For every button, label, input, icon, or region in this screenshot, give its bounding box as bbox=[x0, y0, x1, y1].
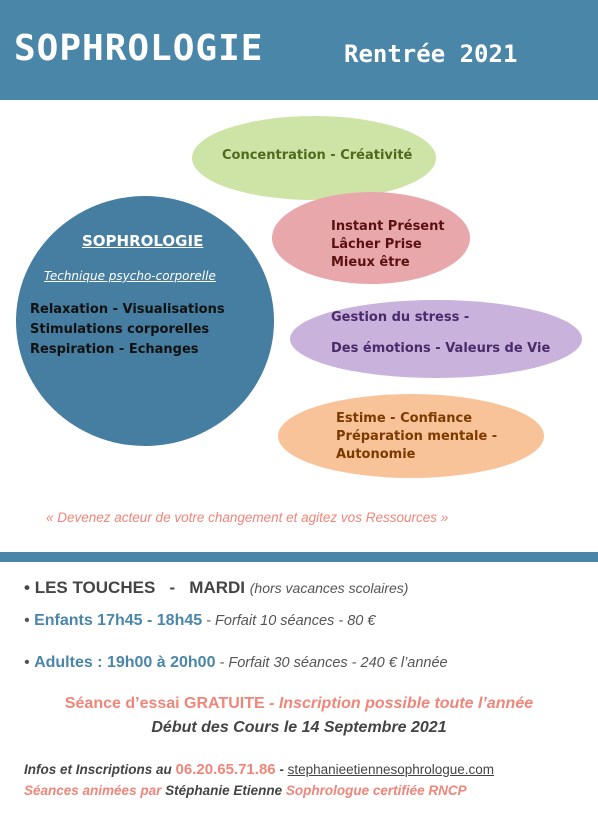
adults-note: - Forfait 30 séances - 240 € l’année bbox=[215, 655, 448, 671]
circle-line: Stimulations corporelles bbox=[30, 322, 210, 337]
info-label: Infos et Inscriptions au bbox=[24, 762, 176, 777]
adults-row bbox=[24, 654, 448, 672]
circle-subtitle: Technique psycho-corporelle bbox=[44, 269, 216, 283]
start-line bbox=[0, 719, 598, 737]
circle-line: Respiration - Echanges bbox=[30, 342, 199, 357]
start-date: Début des Cours le 14 Septembre 2021 bbox=[151, 719, 447, 736]
website-link[interactable]: stephanieetiennesophrologue.com bbox=[287, 762, 495, 777]
certification: Sophrologue certifiée RNCP bbox=[282, 783, 467, 798]
ellipse-concentration-text: Concentration - Créativité bbox=[222, 148, 413, 163]
trial-main: Séance d’essai GRATUITE bbox=[64, 695, 265, 712]
trial-rest: - Inscription possible toute l’année bbox=[264, 695, 534, 712]
separator: - bbox=[169, 578, 176, 597]
footer-sessions bbox=[24, 783, 467, 798]
circle-title: SOPHROLOGIE bbox=[82, 232, 204, 250]
day: MARDI bbox=[189, 578, 246, 597]
bullet-icon: • bbox=[24, 654, 30, 671]
day-note: (hors vacances scolaires) bbox=[249, 580, 409, 596]
sessions-label: Séances animées par bbox=[24, 783, 166, 798]
location: LES TOUCHES bbox=[34, 578, 156, 597]
children-note: - Forfait 10 séances - 80 € bbox=[202, 613, 376, 629]
adults-label: Adultes : 19h00 à 20h00 bbox=[34, 654, 216, 671]
divider-stripe bbox=[0, 552, 598, 562]
page-title: SOPHROLOGIE bbox=[14, 28, 264, 69]
page-subtitle: Rentrée 2021 bbox=[344, 40, 518, 68]
instructor-name: Stéphanie Etienne bbox=[165, 783, 283, 798]
ellipse-estime-text: Estime - Confiance Préparation mentale - Autonomie bbox=[336, 411, 498, 462]
header-band bbox=[0, 0, 598, 100]
circle-line: Relaxation - Visualisations bbox=[30, 302, 225, 317]
children-row bbox=[24, 612, 375, 630]
schedule-location-row bbox=[24, 578, 408, 598]
footer-info bbox=[24, 761, 494, 778]
ellipse-stress-text: Gestion du stress - Des émotions - Valeurs de Vie bbox=[331, 310, 551, 356]
bullet-icon: • bbox=[24, 578, 35, 597]
dash: - bbox=[275, 762, 288, 777]
quote: « Devenez acteur de votre changement et agitez vos Ressources » bbox=[46, 510, 449, 525]
ellipse-instant-text: Instant Présent Lâcher Prise Mieux être bbox=[331, 219, 445, 270]
phone-number[interactable]: 06.20.65.71.86 bbox=[175, 761, 276, 778]
bullet-icon: • bbox=[24, 612, 30, 629]
children-label: Enfants 17h45 - 18h45 bbox=[34, 612, 203, 629]
trial-line bbox=[0, 695, 598, 713]
